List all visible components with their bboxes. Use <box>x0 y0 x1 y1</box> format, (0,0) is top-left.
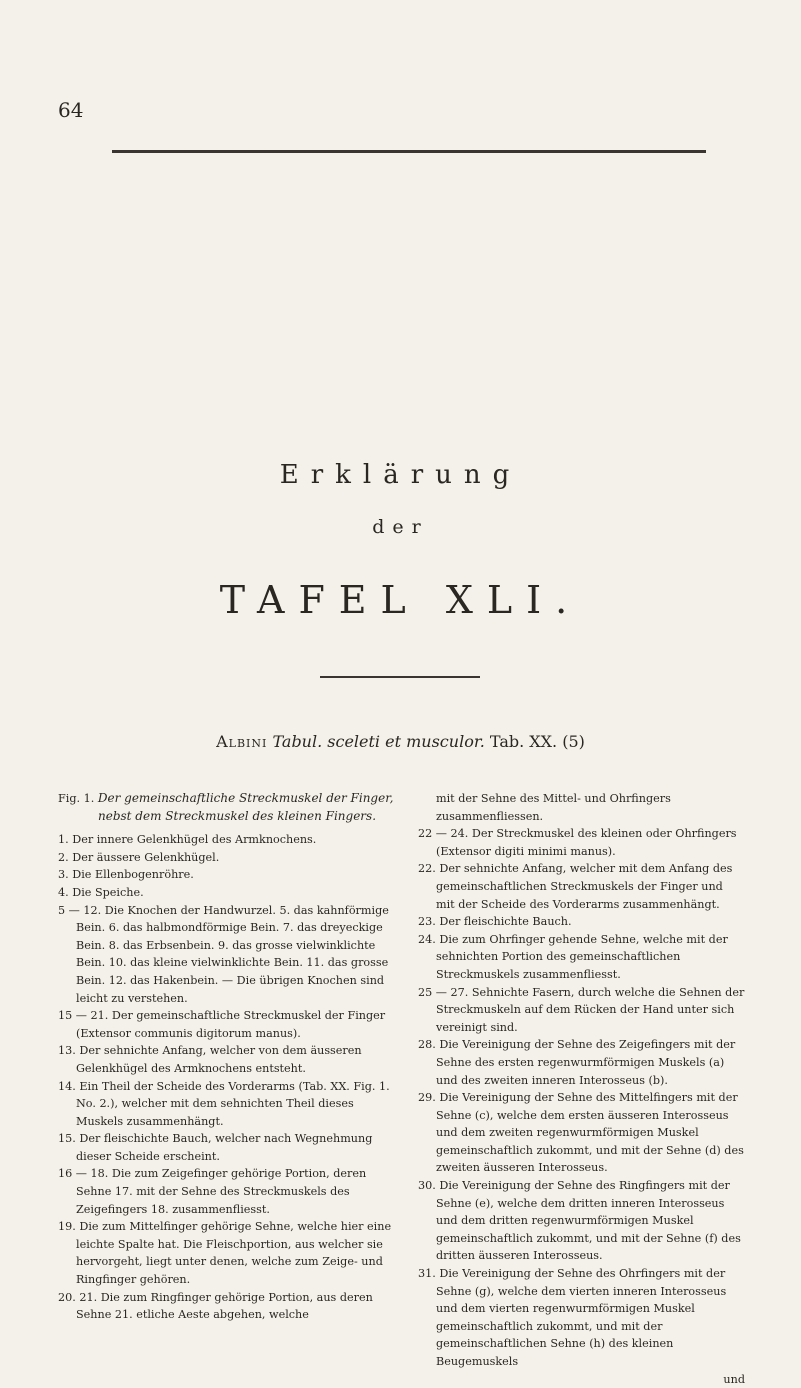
source-reference <box>0 732 801 751</box>
legend-entry: 23. Der fleischichte Bauch. <box>418 915 572 929</box>
legend-entry: 29. Die Vereinigung der Sehne des Mittelfingers mit der Sehne (c), welche dem ersten äusseren Interosseus und dem zweiten regenwurmförmigen Muskel gemeinschaftlich zukommt, und mit der Sehne (d) des zweiten äusseren Interosseus. <box>418 1091 744 1175</box>
page-number: 64 <box>58 98 84 122</box>
legend-entry: 4. Die Speiche. <box>58 885 144 899</box>
figure-title: Der gemeinschaftliche Streckmuskel der Finger, nebst dem Streckmuskel des kleinen Fingers. <box>97 791 394 823</box>
legend-entry: 5 — 12. Die Knochen der Handwurzel. 5. das kahnförmige Bein. 6. das halbmondförmige Bein. 7. das dreyeckige Bein. 8. das Erbsenbein. 9. das grosse vielwinklichte Bein. 10. das kleine vielwinklichte Bein. 11. das grosse Bein. 12. das Hakenbein. — Die übrigen Knochen sind leicht zu verstehen. <box>58 903 389 1005</box>
legend-entry: 31. Die Vereinigung der Sehne des Ohrfingers mit der Sehne (g), welche dem vierten inneren Interosseus und dem vierten regenwurmförmigen Muskel gemeinschaftlich zukommt, und mit der gemeinschaftlichen Sehne (h) des kleinen Beugemuskels <box>418 1267 727 1368</box>
legend-entry: 25 — 27. Sehnichte Fasern, durch welche die Sehnen der Streckmuskeln auf dem Rücken der Hand unter sich vereinigt sind. <box>418 985 745 1034</box>
legend-entry: 15 — 21. Der gemeinschaftliche Streckmuskel der Finger (Extensor communis digitorum manus). <box>58 1009 386 1040</box>
continuation-text: mit der Sehne des Mittel- und Ohrfingers zusammenfliessen. <box>436 792 671 823</box>
catchword: und <box>723 1372 745 1386</box>
title-divider <box>320 676 480 678</box>
reference-author: Albini <box>216 732 268 751</box>
legend-entry: 15. Der fleischichte Bauch, welcher nach Wegnehmung dieser Scheide erscheint. <box>58 1132 373 1163</box>
title-erklaerung: Erklärung <box>279 460 522 490</box>
legend-entry: 2. Der äussere Gelenkhügel. <box>58 850 220 864</box>
legend-entry: 24. Die zum Ohrfinger gehende Sehne, welche mit der sehnichten Portion des gemeinschaftlichen Streckmuskels zusammenfliesst. <box>418 932 728 981</box>
legend-entry: 13. Der sehnichte Anfang, welcher von dem äusseren Gelenkhügel des Armknochens entsteht. <box>58 1044 362 1075</box>
title-der: der <box>372 516 429 538</box>
left-column <box>58 790 395 1324</box>
legend-entry: 16 — 18. Die zum Zeigefinger gehörige Portion, deren Sehne 17. mit der Sehne des Streckmuskels des Zeigefingers 18. zusammenfliesst. <box>58 1167 367 1216</box>
right-column <box>418 790 745 1388</box>
reference-tab: Tab. XX. (5) <box>489 732 585 751</box>
legend-entry: 22 — 24. Der Streckmuskel des kleinen oder Ohrfingers (Extensor digiti minimi manus). <box>418 827 737 858</box>
legend-entry: 14. Ein Theil der Scheide des Vorderarms (Tab. XX. Fig. 1. No. 2.), welcher mit dem sehnichten Theil dieses Muskels zusammenhängt. <box>58 1079 390 1128</box>
legend-entry: 20. 21. Die zum Ringfinger gehörige Portion, aus deren Sehne 21. etliche Aeste abgehen, welche <box>58 1290 373 1322</box>
legend-entry: 22. Der sehnichte Anfang, welcher mit dem Anfang des gemeinschaftlichen Streckmuskels der Finger und mit der Scheide des Vorderarms zusammenhängt. <box>418 862 733 911</box>
legend-entry: 28. Die Vereinigung der Sehne des Zeigefingers mit der Sehne des ersten regenwurmförmigen Muskels (a) und des zweiten inneren Interosseus (b). <box>418 1038 736 1087</box>
figure-label: Fig. 1. <box>58 792 95 805</box>
reference-work: Tabul. sceleti et musculor. <box>272 732 485 751</box>
legend-entry: 1. Der innere Gelenkhügel des Armknochens. <box>58 833 317 847</box>
legend-entry: 19. Die zum Mittelfinger gehörige Sehne, welche hier eine leichte Spalte hat. Die Fleischportion, aus welcher sie hervorgeht, liegt unter denen, welche zum Zeige- und Ringfinger gehören. <box>58 1220 392 1287</box>
top-rule <box>112 150 706 153</box>
title-tafel: TAFEL XLI. <box>219 578 582 622</box>
figure-heading <box>58 790 395 825</box>
legend-entry: 3. Die Ellenbogenröhre. <box>58 868 194 882</box>
legend-entry: 30. Die Vereinigung der Sehne des Ringfingers mit der Sehne (e), welche dem dritten inneren Interosseus und dem dritten regenwurmförmigen Muskel gemeinschaftlich zukommt, und mit der Sehne (f) des dritten äusseren Interosseus. <box>418 1179 741 1263</box>
